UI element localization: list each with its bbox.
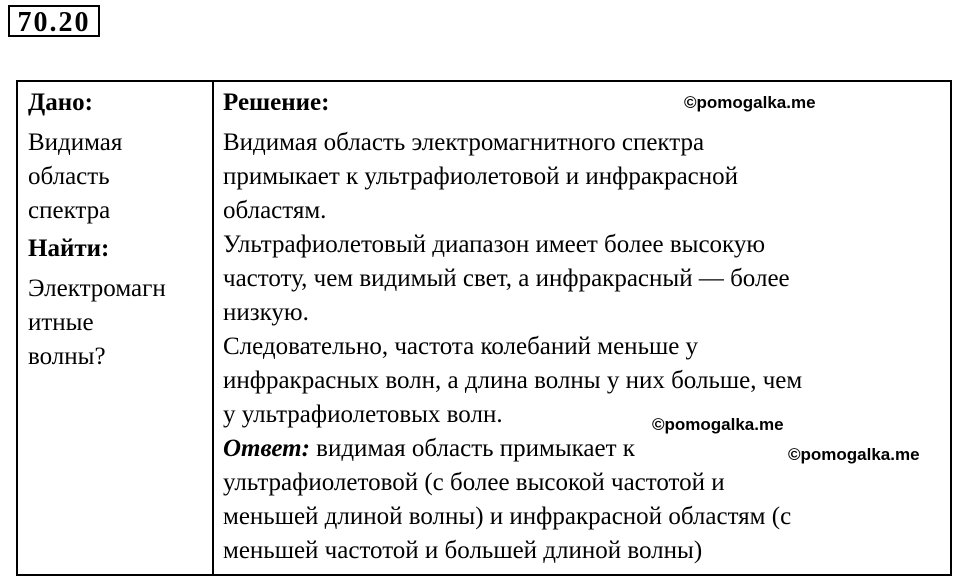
answer-line: меньшей частотой и большей длиной волны): [223, 537, 703, 564]
solution-table: [16, 80, 952, 576]
solution-line: частоту, чем видимый свет, а инфракрасный — более: [223, 265, 790, 292]
answer-text: видимая область примыкает к: [309, 435, 635, 462]
given-line: спектра: [28, 197, 111, 224]
solution-line: примыкает к ультрафиолетовой и инфракрасной: [223, 163, 739, 190]
given-column: [28, 86, 208, 374]
solution-line: низкую.: [223, 299, 309, 326]
given-line: Видимая: [28, 129, 123, 156]
answer-line: ультрафиолетовой (с более высокой частотой и: [223, 469, 725, 496]
given-heading: Дано:: [28, 89, 93, 116]
solution-line: инфракрасных волн, а длина волны у них больше, чем: [223, 367, 803, 394]
solution-line: Ультрафиолетовый диапазон имеет более высокую: [223, 231, 766, 258]
watermark: ©pomogalka.me: [684, 93, 816, 112]
solution-line: областям.: [223, 197, 327, 224]
find-heading: Найти:: [28, 235, 110, 262]
answer-line: меньшей длиной волны) и инфракрасной областям (с: [223, 503, 792, 530]
solution-line: Следовательно, частота колебаний меньше у: [223, 333, 699, 360]
solution-line: Видимая область электромагнитного спектра: [223, 129, 705, 156]
solution-heading: Решение:: [223, 89, 330, 116]
find-line: Электромагн: [28, 275, 166, 302]
find-line: волны?: [28, 343, 106, 370]
column-divider: [212, 82, 214, 574]
solution-column: [223, 86, 943, 568]
watermark: ©pomogalka.me: [652, 415, 784, 434]
watermark: ©pomogalka.me: [788, 445, 920, 464]
answer-label: Ответ:: [223, 435, 310, 462]
given-line: область: [28, 163, 110, 190]
solution-line: у ультрафиолетовых волн.: [223, 401, 503, 428]
task-number: 70.20: [8, 5, 100, 37]
find-line: итные: [28, 309, 94, 336]
